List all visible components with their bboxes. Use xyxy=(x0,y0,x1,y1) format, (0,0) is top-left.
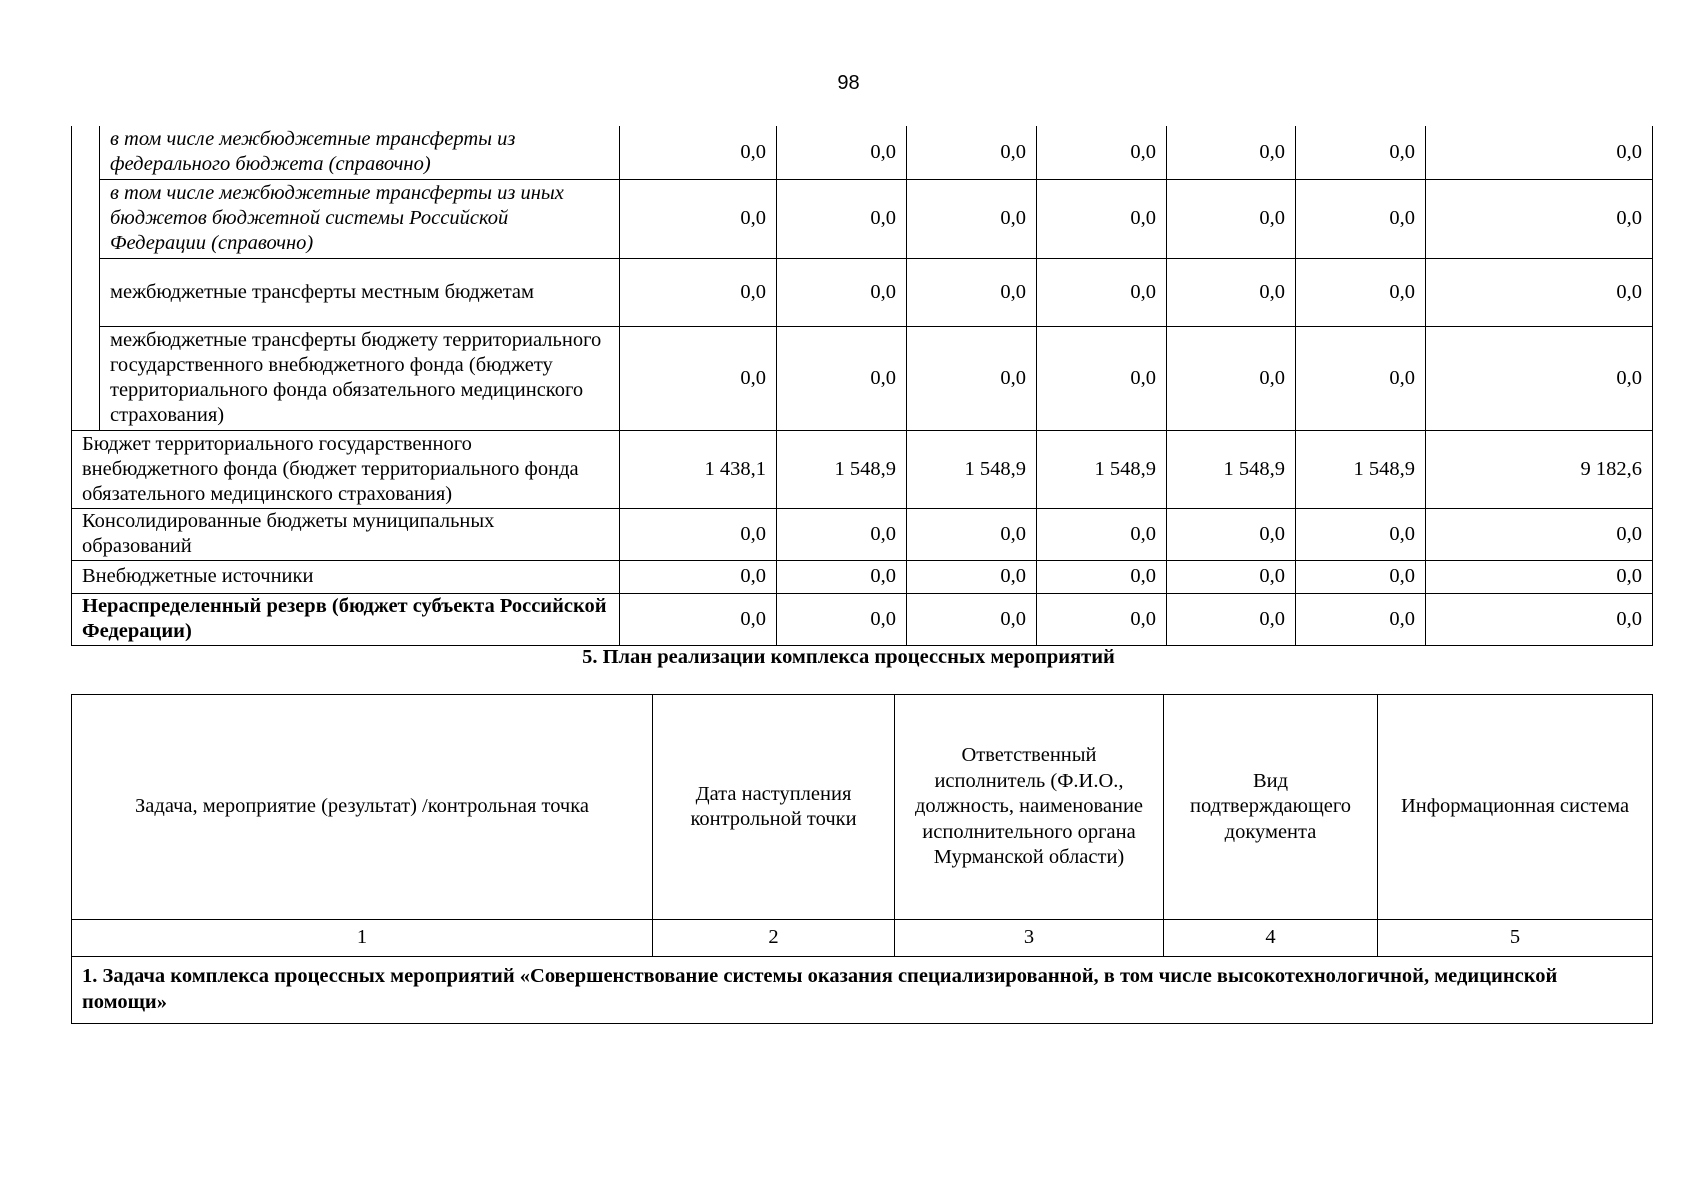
value-cell: 0,0 xyxy=(1296,593,1426,645)
value-cell: 0,0 xyxy=(620,560,777,593)
row-label: Консолидированные бюджеты муниципальных образований xyxy=(72,508,620,560)
value-cell: 0,0 xyxy=(907,560,1037,593)
row-label: Бюджет территориального государственного внебюджетного фонда (бюджет территориального фонда обязательного медицинского страхования) xyxy=(72,430,620,508)
section-title: 5. План реализации комплекса процессных мероприятий xyxy=(582,646,1115,668)
table-row xyxy=(72,508,1653,560)
table-row xyxy=(72,430,1653,508)
value-cell: 0,0 xyxy=(1167,326,1296,430)
task-title: 1. Задача комплекса процессных мероприятий «Совершенствование системы оказания специализированной, в том числе высокотехнологичной, медицинской помощи» xyxy=(72,957,1653,1024)
column-header: Ответственный исполнитель (Ф.И.О., должность, наименование исполнительного органа Мурманской области) xyxy=(895,695,1164,920)
value-cell: 0,0 xyxy=(1426,126,1653,179)
value-cell: 0,0 xyxy=(1167,179,1296,258)
value-cell: 0,0 xyxy=(777,326,907,430)
task-row xyxy=(72,957,1653,1024)
value-cell: 0,0 xyxy=(1167,508,1296,560)
value-cell: 0,0 xyxy=(1037,126,1167,179)
value-cell: 0,0 xyxy=(620,126,777,179)
page-number: 98 xyxy=(837,72,860,94)
value-cell: 1 548,9 xyxy=(907,430,1037,508)
value-cell: 1 548,9 xyxy=(777,430,907,508)
value-cell: 0,0 xyxy=(907,593,1037,645)
table-row xyxy=(72,326,1653,430)
funding-table xyxy=(71,126,1653,646)
value-cell: 0,0 xyxy=(1296,508,1426,560)
column-number-row xyxy=(72,920,1653,957)
column-number: 2 xyxy=(653,920,895,957)
value-cell: 0,0 xyxy=(1426,258,1653,326)
value-cell: 0,0 xyxy=(1296,326,1426,430)
indent-cell xyxy=(72,126,100,430)
column-header: Задача, мероприятие (результат) /контрольная точка xyxy=(72,695,653,920)
value-cell: 0,0 xyxy=(620,326,777,430)
value-cell: 1 548,9 xyxy=(1167,430,1296,508)
value-cell: 9 182,6 xyxy=(1426,430,1653,508)
column-header: Дата наступления контрольной точки xyxy=(653,695,895,920)
value-cell: 0,0 xyxy=(1037,258,1167,326)
value-cell: 0,0 xyxy=(1167,258,1296,326)
value-cell: 0,0 xyxy=(1426,508,1653,560)
value-cell: 0,0 xyxy=(907,508,1037,560)
value-cell: 0,0 xyxy=(1426,326,1653,430)
value-cell: 0,0 xyxy=(1037,560,1167,593)
column-number: 5 xyxy=(1378,920,1653,957)
row-label: в том числе межбюджетные трансферты из иных бюджетов бюджетной системы Российской Федерации (справочно) xyxy=(100,179,620,258)
value-cell: 0,0 xyxy=(777,593,907,645)
value-cell: 0,0 xyxy=(1167,593,1296,645)
value-cell: 0,0 xyxy=(1296,179,1426,258)
value-cell: 0,0 xyxy=(1426,593,1653,645)
row-label: в том числе межбюджетные трансферты из федерального бюджета (справочно) xyxy=(100,126,620,179)
table-row xyxy=(72,179,1653,258)
value-cell: 1 548,9 xyxy=(1296,430,1426,508)
column-number: 1 xyxy=(72,920,653,957)
row-label: Нераспределенный резерв (бюджет субъекта Российской Федерации) xyxy=(72,593,620,645)
value-cell: 0,0 xyxy=(1167,126,1296,179)
column-header: Информационная система xyxy=(1378,695,1653,920)
value-cell: 0,0 xyxy=(907,179,1037,258)
column-number: 4 xyxy=(1164,920,1378,957)
value-cell: 0,0 xyxy=(1426,179,1653,258)
value-cell: 0,0 xyxy=(1426,560,1653,593)
value-cell: 0,0 xyxy=(777,126,907,179)
table-row xyxy=(72,126,1653,179)
value-cell: 0,0 xyxy=(1037,593,1167,645)
value-cell: 0,0 xyxy=(620,179,777,258)
column-header: Вид подтверждающего документа xyxy=(1164,695,1378,920)
value-cell: 1 548,9 xyxy=(1037,430,1167,508)
table-row xyxy=(72,258,1653,326)
table-row xyxy=(72,560,1653,593)
header-row xyxy=(72,695,1653,920)
row-label: межбюджетные трансферты бюджету территориального государственного внебюджетного фонда (бюджету территориального фонда обязательного медицинского страхования) xyxy=(100,326,620,430)
table-row xyxy=(72,593,1653,645)
value-cell: 0,0 xyxy=(620,258,777,326)
value-cell: 0,0 xyxy=(777,179,907,258)
value-cell: 0,0 xyxy=(1167,560,1296,593)
value-cell: 0,0 xyxy=(1037,508,1167,560)
column-number: 3 xyxy=(895,920,1164,957)
value-cell: 0,0 xyxy=(777,560,907,593)
value-cell: 0,0 xyxy=(907,258,1037,326)
value-cell: 0,0 xyxy=(1037,326,1167,430)
value-cell: 0,0 xyxy=(1296,560,1426,593)
value-cell: 0,0 xyxy=(1296,126,1426,179)
value-cell: 0,0 xyxy=(1037,179,1167,258)
value-cell: 1 438,1 xyxy=(620,430,777,508)
value-cell: 0,0 xyxy=(1296,258,1426,326)
plan-table xyxy=(71,694,1653,1024)
row-label: межбюджетные трансферты местным бюджетам xyxy=(100,258,620,326)
value-cell: 0,0 xyxy=(907,126,1037,179)
value-cell: 0,0 xyxy=(777,258,907,326)
value-cell: 0,0 xyxy=(620,508,777,560)
row-label: Внебюджетные источники xyxy=(72,560,620,593)
value-cell: 0,0 xyxy=(620,593,777,645)
value-cell: 0,0 xyxy=(907,326,1037,430)
value-cell: 0,0 xyxy=(777,508,907,560)
